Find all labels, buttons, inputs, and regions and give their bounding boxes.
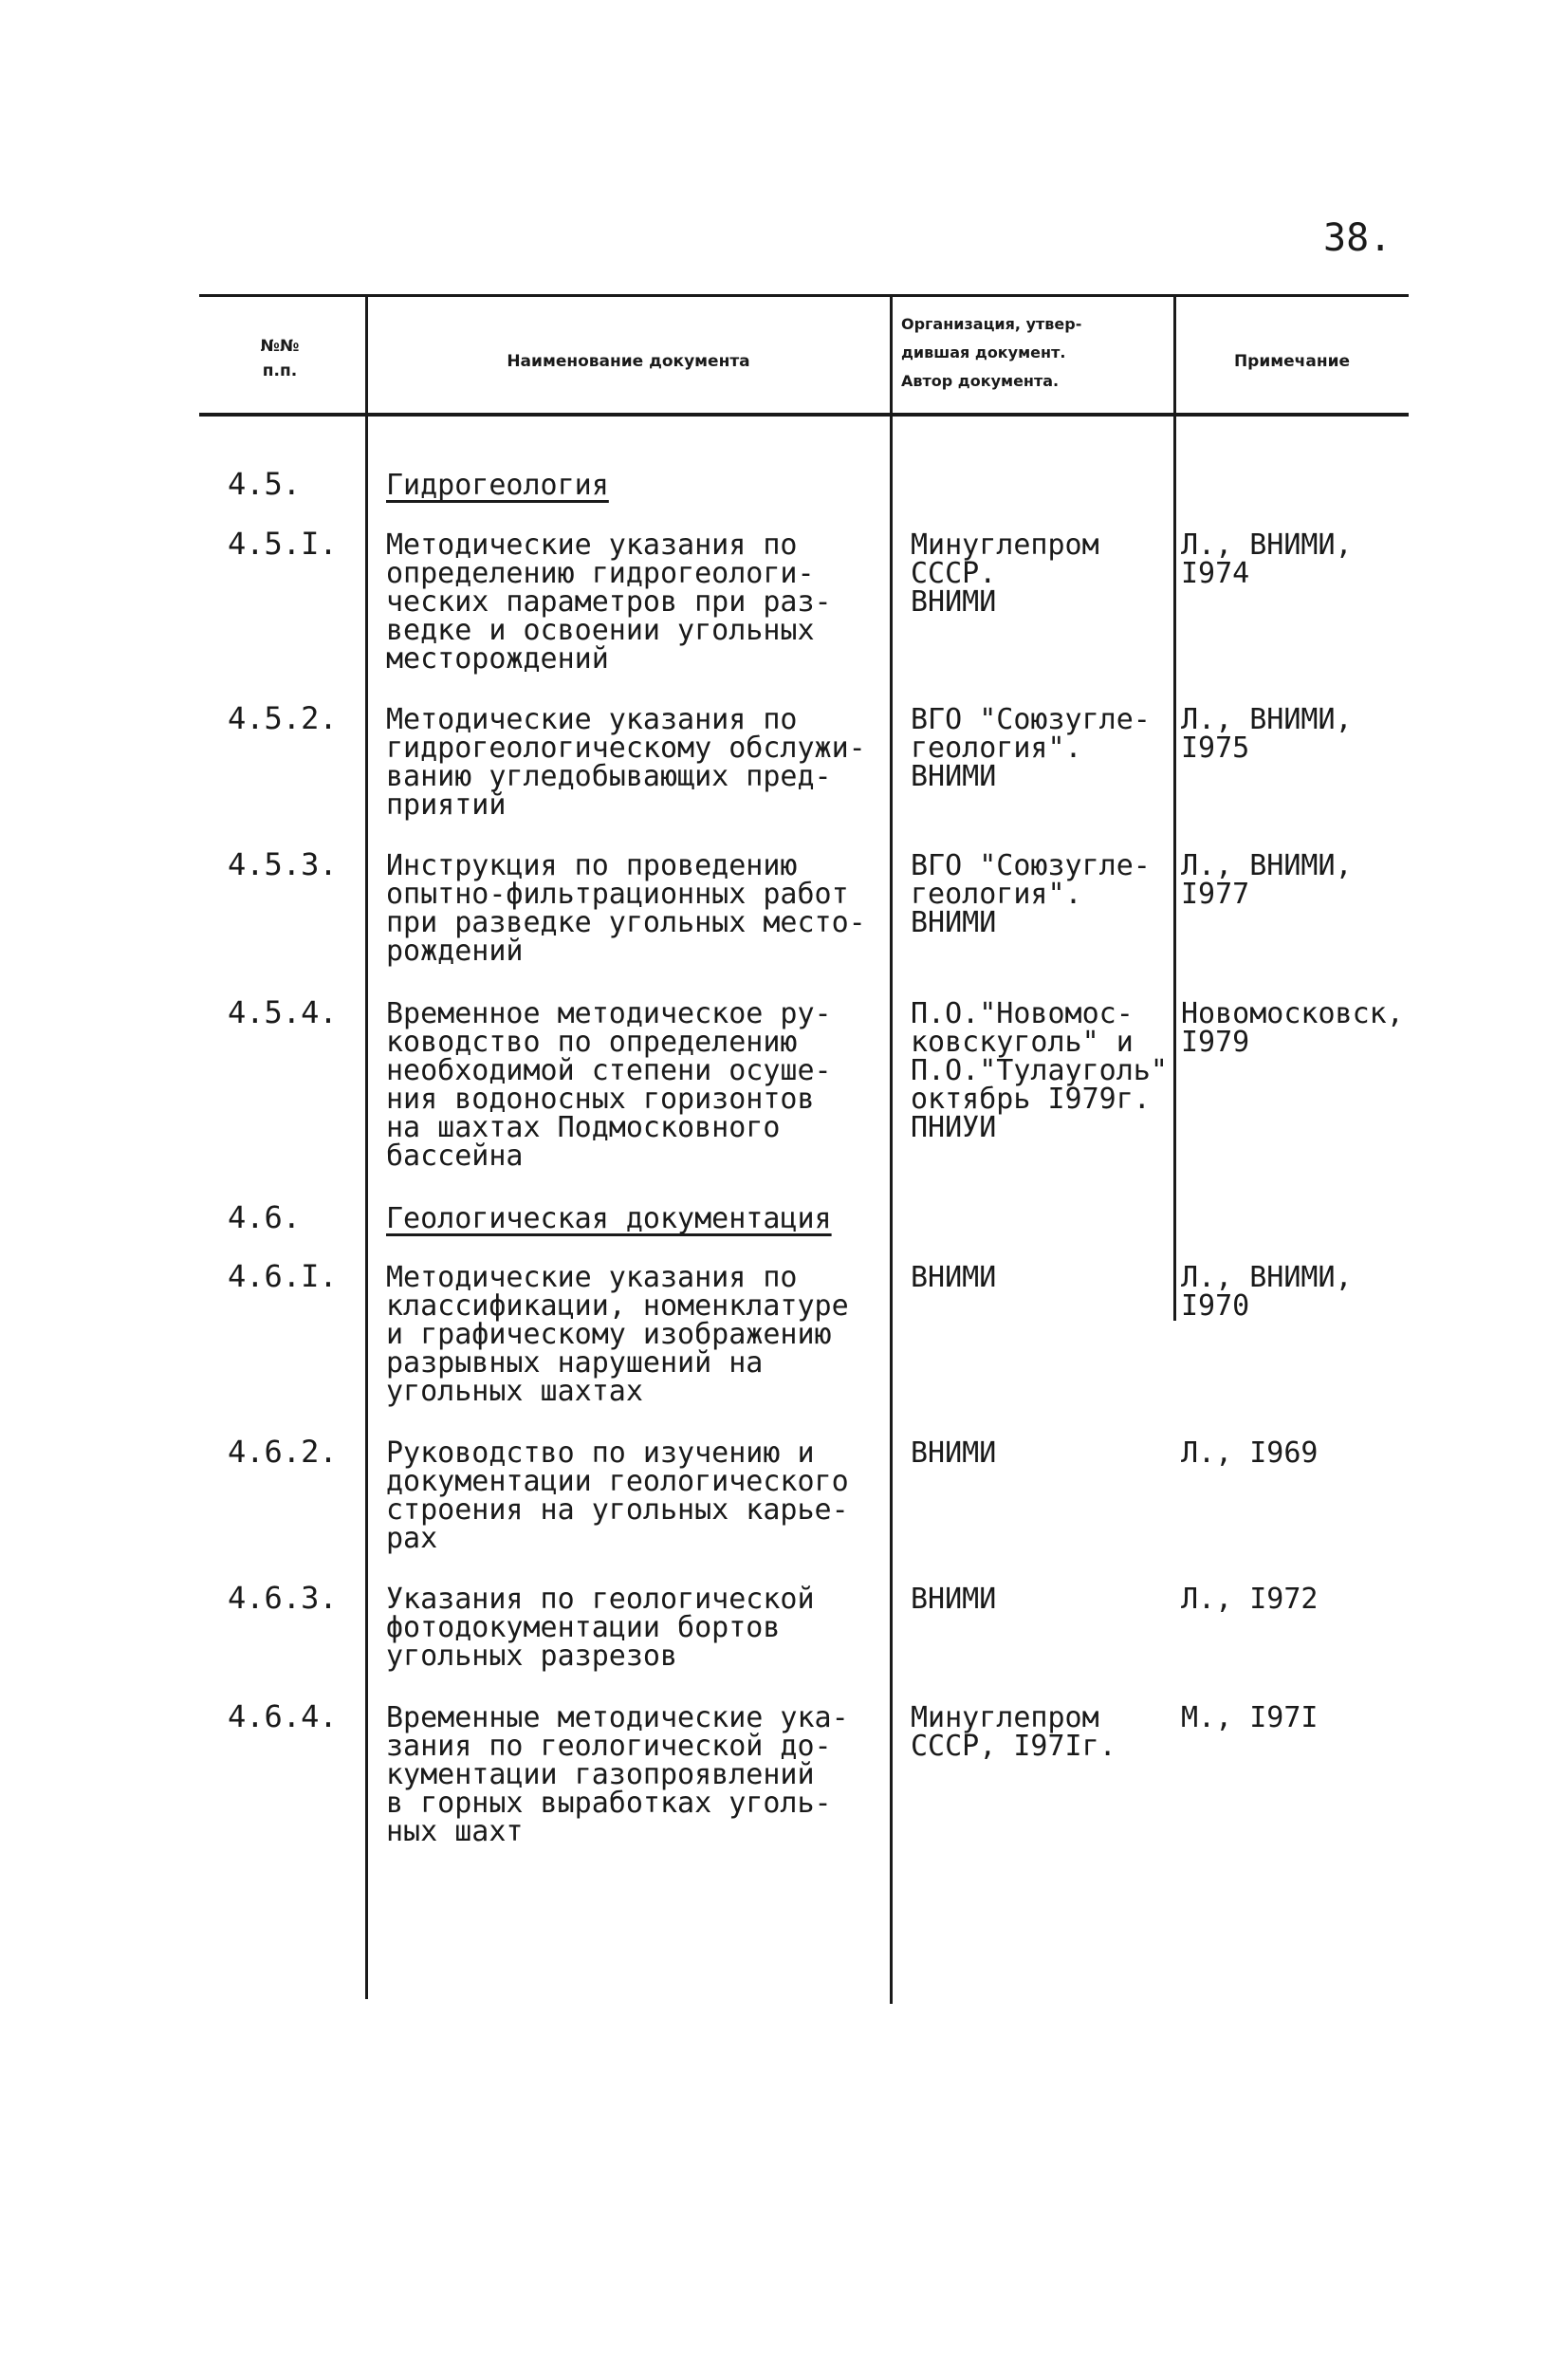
section-num: 4.5. (228, 466, 302, 502)
row-note: Новомосковск, I979 (1181, 997, 1404, 1059)
row-org: ВНИМИ (911, 1436, 997, 1470)
row-num: 4.6.4. (228, 1698, 338, 1734)
row-note: Л., ВНИМИ, I975 (1181, 703, 1353, 765)
row-note: Л., ВНИМИ, I970 (1181, 1261, 1353, 1323)
section-title: Гидрогеология (386, 469, 609, 502)
page-number: 38. (1323, 216, 1393, 260)
header-num: №№ п.п. (260, 337, 300, 380)
row-note: Л., I972 (1181, 1583, 1319, 1616)
row-name: Руководство по изучению и документации геологического строения на угольных карье- рах (386, 1436, 849, 1555)
row-org: ВГО "Союзугле- геология". ВНИМИ (911, 849, 1151, 939)
header-note: Примечание (1233, 352, 1351, 371)
row-num: 4.6.3. (228, 1580, 338, 1616)
table-top-rule (199, 294, 1409, 297)
header-org: Организация, утвер- дившая документ. Автор документа. (901, 315, 1082, 390)
column-divider-2 (890, 296, 893, 2004)
row-note: Л., ВНИМИ, I974 (1181, 528, 1353, 590)
row-num: 4.5.2. (228, 700, 338, 736)
row-org: ВНИМИ (911, 1583, 997, 1616)
row-name: Методические указания по классификации, номенклатуре и графическому изображению разрывных нарушений на угольных шахтах (386, 1261, 849, 1408)
row-org: ВНИМИ (911, 1261, 997, 1294)
row-org: П.О."Новомос- ковскуголь" и П.О."Тулауголь" октябрь I979г. ПНИУИ (911, 997, 1168, 1144)
row-num: 4.5.4. (228, 994, 338, 1030)
row-note: М., I97I (1181, 1701, 1319, 1734)
section-title: Геологическая документация (386, 1202, 832, 1235)
row-name: Инструкция по проведению опытно-фильтрационных работ при разведке угольных место- рождений (386, 849, 866, 968)
row-name: Временное методическое ру- ководство по определению необходимой степени осуше- ния водоносных горизонтов на шахтах Подмосковного бассейна (386, 997, 832, 1173)
row-name: Указания по геологической фотодокументации бортов угольных разрезов (386, 1583, 815, 1673)
row-num: 4.6.2. (228, 1434, 338, 1470)
row-note: Л., I969 (1181, 1436, 1319, 1470)
row-num: 4.5.I. (228, 526, 338, 562)
row-org: ВГО "Союзугле- геология". ВНИМИ (911, 703, 1151, 793)
header-name: Наименование документа (507, 352, 750, 371)
table-header-rule (199, 413, 1409, 417)
row-org: Минуглепром СССР. ВНИМИ (911, 528, 1099, 619)
column-divider-3 (1173, 296, 1176, 1321)
row-org: Минуглепром СССР, I97Iг. (911, 1701, 1116, 1763)
row-num: 4.6.I. (228, 1258, 338, 1294)
row-num: 4.5.3. (228, 846, 338, 882)
row-note: Л., ВНИМИ, I977 (1181, 849, 1353, 911)
row-name: Временные методические ука- зания по геологической до- кументации газопроявлений в горных выработках уголь- ных шахт (386, 1701, 849, 1848)
section-num: 4.6. (228, 1199, 302, 1235)
row-name: Методические указания по определению гидрогеологи- ческих параметров при раз- ведке и освоении угольных месторождений (386, 528, 832, 676)
column-divider-1 (365, 296, 368, 1999)
row-name: Методические указания по гидрогеологическому обслужи- ванию угледобывающих пред- приятий (386, 703, 866, 822)
